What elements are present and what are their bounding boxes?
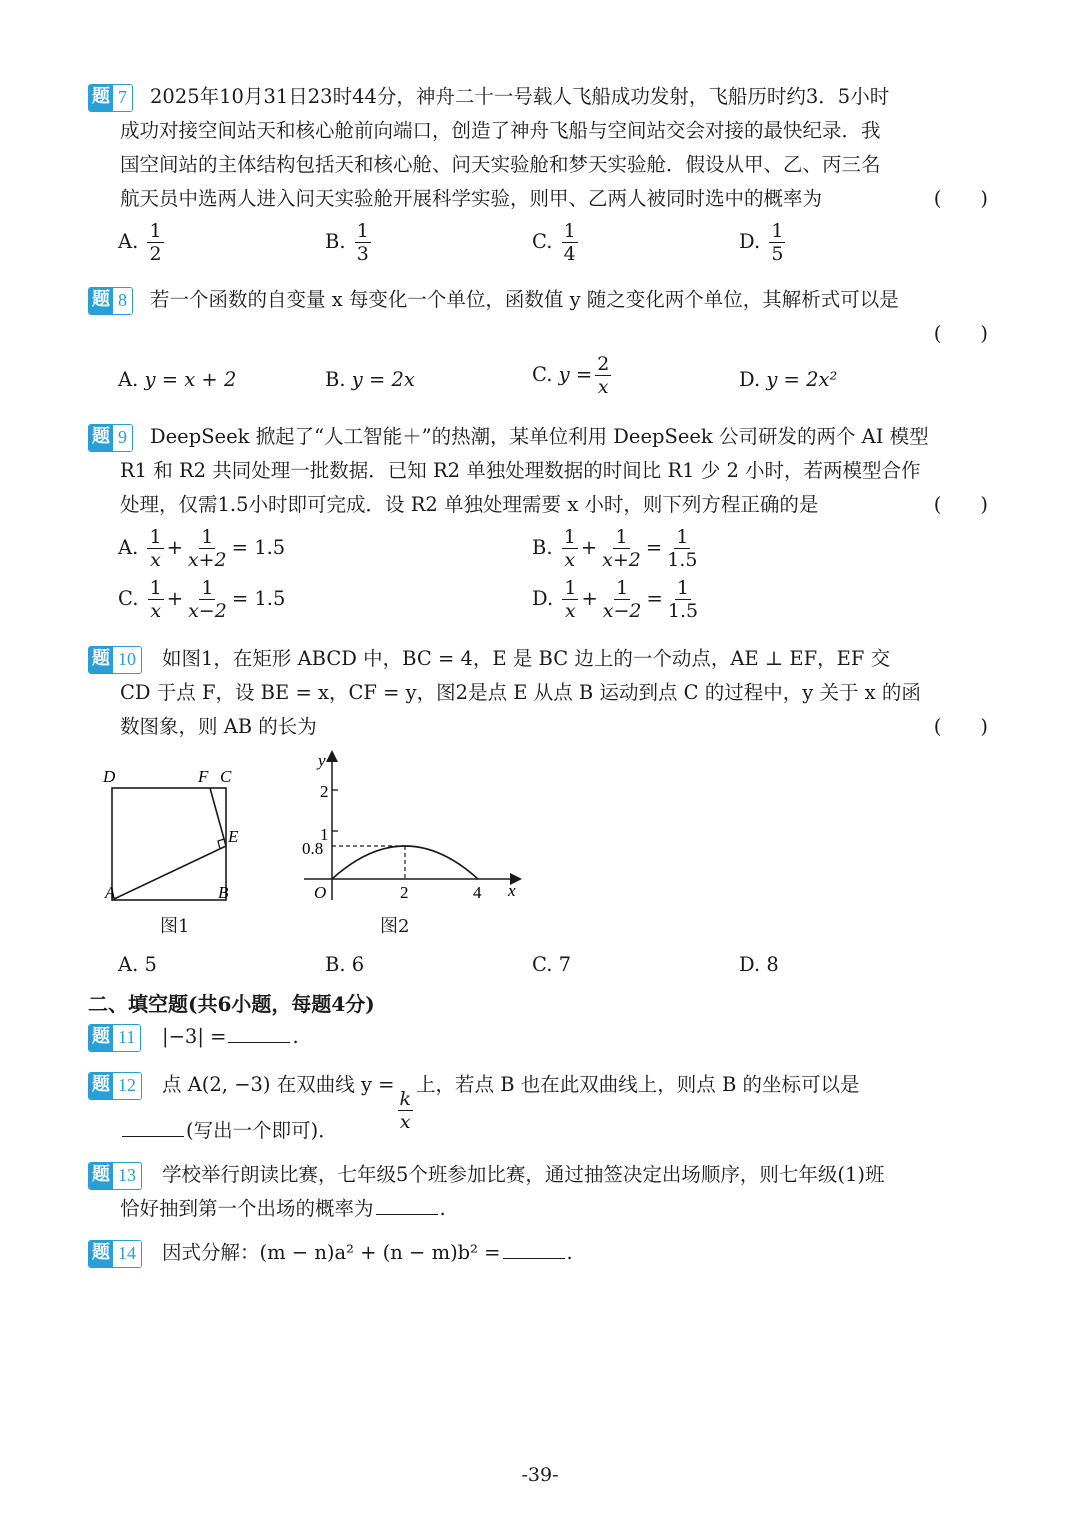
q9-line-2: R1 和 R2 共同处理一批数据．已知 R2 单独处理数据的时间比 R1 少 2 小时，若两模型合作: [120, 459, 921, 482]
question-tag: 题 14: [88, 1240, 142, 1268]
q9-option-c[interactable]: C. $\frac{1}{x}$ + $\frac{1}{x-2}$ = 1.5: [118, 577, 286, 622]
q7-option-c[interactable]: C. $\frac{1}{4}$: [532, 220, 576, 265]
q12-line-1: 点 A(2, −3) 在双曲线 y = $\frac{k}{x}$ 上，若点 B 也在此双曲线上，则点 B 的坐标可以是: [162, 1073, 860, 1133]
q9-option-a[interactable]: A. $\frac{1}{x}$ + $\frac{1}{x+2}$ = 1.5: [118, 526, 286, 571]
question-14: [88, 1236, 988, 1272]
q8-option-b[interactable]: B. y = 2x: [325, 368, 415, 391]
origin-label: O: [314, 883, 327, 902]
q10-option-d[interactable]: D. 8: [739, 953, 779, 976]
q14-line: 因式分解：(m − n)a² + (n − m)b² = .: [162, 1236, 573, 1270]
question-tag: 题 7: [88, 84, 133, 112]
q7-option-a[interactable]: A. $\frac{1}{2}$: [118, 220, 162, 265]
answer-paren: ( ): [933, 322, 988, 345]
answer-blank[interactable]: [122, 1114, 184, 1137]
q10-line-1: 如图1，在矩形 ABCD 中，BC = 4，E 是 BC 边上的一个动点，AE ⊥ EF，EF 交: [162, 647, 891, 670]
question-tag: 题 10: [88, 646, 142, 674]
figure-2-caption: 图2: [380, 916, 410, 937]
q7-line-4: 航天员中选两人进入问天实验舱开展科学实验，则甲、乙两人被同时选中的概率为: [120, 187, 823, 210]
q10-option-c[interactable]: C. 7: [532, 953, 572, 976]
question-9: [88, 420, 988, 630]
q7-option-d[interactable]: D. $\frac{1}{5}$: [739, 220, 784, 265]
q7-option-b[interactable]: B. $\frac{1}{3}$: [325, 220, 369, 265]
q9-option-d[interactable]: D. $\frac{1}{x}$ + $\frac{1}{x-2}$ = $\frac{1}{1.5}$: [532, 577, 699, 622]
q8-line-1: 若一个函数的自变量 x 每变化一个单位，函数值 y 随之变化两个单位，其解析式可以是: [150, 288, 899, 311]
figure-1-caption: 图1: [160, 916, 190, 937]
question-11: [88, 1020, 988, 1056]
label-c: C: [220, 767, 232, 786]
figure-1-rectangle: [98, 760, 258, 910]
q9-line-3: 处理，仅需1.5小时即可完成．设 R2 单独处理需要 x 小时，则下列方程正确的是: [120, 493, 819, 516]
question-13: [88, 1158, 988, 1228]
label-a: A: [105, 883, 116, 902]
q7-line-2: 成功对接空间站天和核心舱前向端口，创造了神舟飞船与空间站交会对接的最快纪录．我: [120, 119, 881, 142]
question-tag: 题 12: [88, 1072, 142, 1100]
q10-option-b[interactable]: B. 6: [325, 953, 365, 976]
q8-option-c[interactable]: C. y = $\frac{2}{x}$: [532, 353, 610, 398]
tick-y-1: 1: [320, 825, 329, 844]
q9-option-b[interactable]: B. $\frac{1}{x}$ + $\frac{1}{x+2}$ = $\frac{1}{1.5}$: [532, 526, 698, 571]
q7-line-1: 2025年10月31日23时44分，神舟二十一号载人飞船成功发射，飞船历时约3．5小时: [150, 85, 890, 108]
q8-option-a[interactable]: A. y = x + 2: [118, 368, 237, 391]
q10-line-2: CD 于点 F，设 BE = x，CF = y，图2是点 E 从点 B 运动到点 C 的过程中，y 关于 x 的函: [120, 681, 921, 704]
axis-label-y: y: [318, 751, 326, 770]
question-12: [88, 1068, 988, 1148]
axis-label-x: x: [508, 881, 516, 900]
label-e: E: [228, 827, 239, 846]
q9-line-1: DeepSeek 掀起了“人工智能＋”的热潮，某单位利用 DeepSeek 公司研发的两个 AI 模型: [150, 425, 929, 448]
section-title: 二、填空题(共6小题，每题4分): [88, 992, 375, 1016]
question-10: [88, 642, 988, 982]
answer-blank[interactable]: [503, 1236, 565, 1259]
q11-line: |−3| = .: [162, 1020, 299, 1054]
question-tag: 题 13: [88, 1162, 142, 1190]
q8-option-d[interactable]: D. y = 2x²: [739, 368, 838, 391]
q13-line-1: 学校举行朗读比赛，七年级5个班参加比赛，通过抽签决定出场顺序，则七年级(1)班: [162, 1163, 885, 1186]
q10-line-3: 数图象，则 AB 的长为: [120, 715, 317, 738]
label-b: B: [218, 883, 229, 902]
question-7: [88, 80, 988, 290]
tick-y-0-8: 0.8: [302, 839, 324, 858]
question-tag: 题 9: [88, 424, 133, 452]
figure-2-graph: [298, 750, 528, 910]
label-d: D: [103, 767, 116, 786]
tick-y-2: 2: [320, 782, 329, 801]
answer-blank[interactable]: [376, 1192, 438, 1215]
tick-x-2: 2: [400, 883, 409, 902]
question-tag: 题 11: [88, 1024, 141, 1052]
q10-option-a[interactable]: A. 5: [118, 953, 157, 976]
label-f: F: [198, 767, 209, 786]
answer-paren: ( ): [933, 187, 988, 210]
page-number: -39-: [521, 1464, 559, 1486]
tick-x-4: 4: [473, 883, 482, 902]
answer-paren: ( ): [933, 493, 988, 516]
question-tag: 题 8: [88, 287, 133, 315]
q7-line-3: 国空间站的主体结构包括天和核心舱、问天实验舱和梦天实验舱．假设从甲、乙、丙三名: [120, 153, 881, 176]
q12-line-2: (写出一个即可)．: [120, 1114, 338, 1148]
answer-blank[interactable]: [228, 1020, 290, 1043]
answer-paren: ( ): [933, 715, 988, 738]
q13-line-2: 恰好抽到第一个出场的概率为 .: [120, 1192, 446, 1226]
question-8: [88, 283, 988, 413]
